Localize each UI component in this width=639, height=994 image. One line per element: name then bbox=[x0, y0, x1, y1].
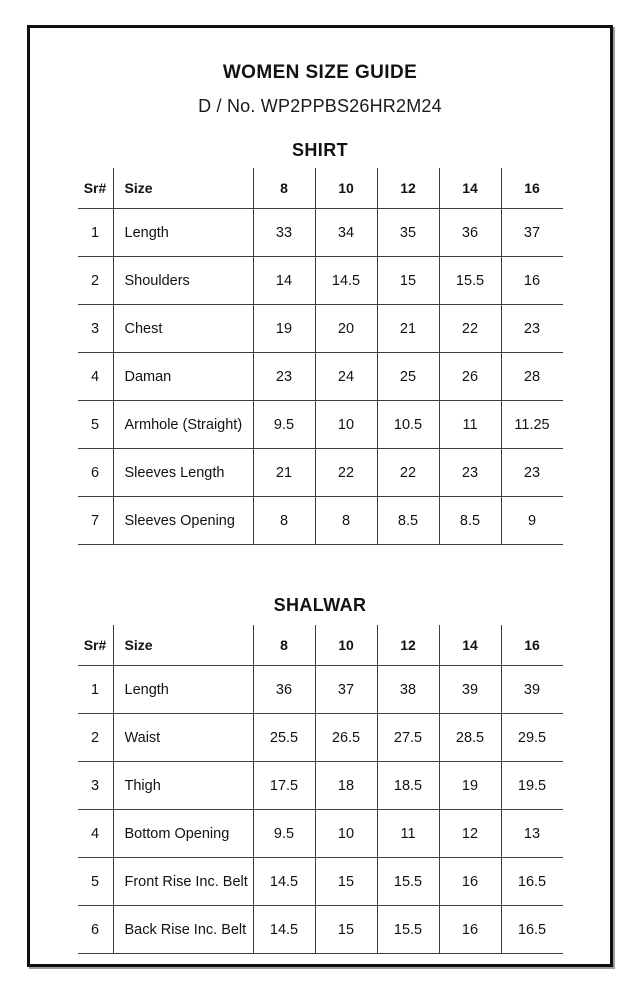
value-cell: 23 bbox=[439, 449, 501, 497]
measurement-label: Daman bbox=[113, 353, 253, 401]
shalwar-section-title: SHALWAR bbox=[273, 595, 367, 615]
col-header-size-12: 12 bbox=[377, 625, 439, 666]
shalwar-row-front-rise bbox=[78, 858, 563, 906]
col-header-sr: Sr# bbox=[78, 168, 113, 209]
measurement-label: Waist bbox=[113, 714, 253, 762]
measurement-label: Sleeves Opening bbox=[113, 497, 253, 545]
sr-cell: 4 bbox=[78, 810, 113, 858]
value-cell: 8 bbox=[315, 497, 377, 545]
measurement-label: Back Rise Inc. Belt bbox=[113, 906, 253, 954]
value-cell: 10 bbox=[315, 401, 377, 449]
shalwar-row-waist bbox=[78, 714, 563, 762]
design-number: D / No. WP2PPBS26HR2M24 bbox=[198, 96, 442, 116]
sr-cell: 3 bbox=[78, 305, 113, 353]
value-cell: 23 bbox=[501, 449, 563, 497]
value-cell: 22 bbox=[315, 449, 377, 497]
col-header-size-8: 8 bbox=[253, 625, 315, 666]
value-cell: 22 bbox=[377, 449, 439, 497]
value-cell: 29.5 bbox=[501, 714, 563, 762]
value-cell: 37 bbox=[315, 666, 377, 714]
measurement-label: Chest bbox=[113, 305, 253, 353]
value-cell: 37 bbox=[501, 209, 563, 257]
value-cell: 28 bbox=[501, 353, 563, 401]
value-cell: 11 bbox=[439, 401, 501, 449]
value-cell: 18.5 bbox=[377, 762, 439, 810]
value-cell: 27.5 bbox=[377, 714, 439, 762]
value-cell: 15 bbox=[315, 858, 377, 906]
value-cell: 21 bbox=[377, 305, 439, 353]
value-cell: 19.5 bbox=[501, 762, 563, 810]
value-cell: 28.5 bbox=[439, 714, 501, 762]
col-header-size-12: 12 bbox=[377, 168, 439, 209]
value-cell: 11.25 bbox=[501, 401, 563, 449]
measurement-label: Length bbox=[113, 666, 253, 714]
measurement-label: Armhole (Straight) bbox=[113, 401, 253, 449]
value-cell: 16 bbox=[439, 906, 501, 954]
value-cell: 16 bbox=[439, 858, 501, 906]
value-cell: 14.5 bbox=[253, 858, 315, 906]
value-cell: 33 bbox=[253, 209, 315, 257]
col-header-size-10: 10 bbox=[315, 168, 377, 209]
value-cell: 8.5 bbox=[377, 497, 439, 545]
shirt-row-chest bbox=[78, 305, 563, 353]
sr-cell: 6 bbox=[78, 906, 113, 954]
shirt-row-sleeves-length bbox=[78, 449, 563, 497]
shalwar-row-length bbox=[78, 666, 563, 714]
sr-cell: 1 bbox=[78, 209, 113, 257]
value-cell: 36 bbox=[439, 209, 501, 257]
col-header-size-8: 8 bbox=[253, 168, 315, 209]
shirt-header-row bbox=[78, 168, 563, 209]
value-cell: 26.5 bbox=[315, 714, 377, 762]
value-cell: 9 bbox=[501, 497, 563, 545]
sr-cell: 4 bbox=[78, 353, 113, 401]
shirt-size-table bbox=[78, 168, 563, 545]
shalwar-row-back-rise bbox=[78, 906, 563, 954]
value-cell: 12 bbox=[439, 810, 501, 858]
col-header-size: Size bbox=[113, 625, 253, 666]
value-cell: 15.5 bbox=[377, 858, 439, 906]
measurement-label: Thigh bbox=[113, 762, 253, 810]
col-header-size: Size bbox=[113, 168, 253, 209]
shirt-row-sleeves-opening bbox=[78, 497, 563, 545]
value-cell: 15 bbox=[315, 906, 377, 954]
value-cell: 15 bbox=[377, 257, 439, 305]
sr-cell: 6 bbox=[78, 449, 113, 497]
shalwar-size-table bbox=[78, 625, 563, 954]
sr-cell: 1 bbox=[78, 666, 113, 714]
measurement-label: Shoulders bbox=[113, 257, 253, 305]
value-cell: 16 bbox=[501, 257, 563, 305]
col-header-size-16: 16 bbox=[501, 625, 563, 666]
sr-cell: 5 bbox=[78, 401, 113, 449]
value-cell: 16.5 bbox=[501, 858, 563, 906]
value-cell: 25.5 bbox=[253, 714, 315, 762]
value-cell: 11 bbox=[377, 810, 439, 858]
sr-cell: 3 bbox=[78, 762, 113, 810]
page-title: WOMEN SIZE GUIDE bbox=[222, 62, 418, 83]
value-cell: 9.5 bbox=[253, 810, 315, 858]
value-cell: 25 bbox=[377, 353, 439, 401]
measurement-label: Sleeves Length bbox=[113, 449, 253, 497]
col-header-size-14: 14 bbox=[439, 625, 501, 666]
sr-cell: 7 bbox=[78, 497, 113, 545]
value-cell: 19 bbox=[253, 305, 315, 353]
value-cell: 23 bbox=[253, 353, 315, 401]
shirt-row-length bbox=[78, 209, 563, 257]
shalwar-row-thigh bbox=[78, 762, 563, 810]
value-cell: 38 bbox=[377, 666, 439, 714]
shirt-row-armhole bbox=[78, 401, 563, 449]
value-cell: 35 bbox=[377, 209, 439, 257]
value-cell: 20 bbox=[315, 305, 377, 353]
value-cell: 23 bbox=[501, 305, 563, 353]
col-header-size-10: 10 bbox=[315, 625, 377, 666]
col-header-size-16: 16 bbox=[501, 168, 563, 209]
col-header-size-14: 14 bbox=[439, 168, 501, 209]
measurement-label: Front Rise Inc. Belt bbox=[113, 858, 253, 906]
value-cell: 10 bbox=[315, 810, 377, 858]
value-cell: 14.5 bbox=[253, 906, 315, 954]
value-cell: 39 bbox=[501, 666, 563, 714]
value-cell: 16.5 bbox=[501, 906, 563, 954]
value-cell: 26 bbox=[439, 353, 501, 401]
measurement-label: Bottom Opening bbox=[113, 810, 253, 858]
value-cell: 14.5 bbox=[315, 257, 377, 305]
value-cell: 22 bbox=[439, 305, 501, 353]
value-cell: 13 bbox=[501, 810, 563, 858]
value-cell: 24 bbox=[315, 353, 377, 401]
value-cell: 17.5 bbox=[253, 762, 315, 810]
value-cell: 10.5 bbox=[377, 401, 439, 449]
value-cell: 39 bbox=[439, 666, 501, 714]
col-header-sr: Sr# bbox=[78, 625, 113, 666]
shalwar-row-bottom-opening bbox=[78, 810, 563, 858]
shirt-section-title: SHIRT bbox=[292, 140, 348, 160]
value-cell: 8.5 bbox=[439, 497, 501, 545]
sr-cell: 5 bbox=[78, 858, 113, 906]
measurement-label: Length bbox=[113, 209, 253, 257]
value-cell: 34 bbox=[315, 209, 377, 257]
value-cell: 9.5 bbox=[253, 401, 315, 449]
size-guide-card bbox=[27, 25, 613, 967]
value-cell: 8 bbox=[253, 497, 315, 545]
sr-cell: 2 bbox=[78, 714, 113, 762]
value-cell: 18 bbox=[315, 762, 377, 810]
value-cell: 19 bbox=[439, 762, 501, 810]
sr-cell: 2 bbox=[78, 257, 113, 305]
value-cell: 15.5 bbox=[439, 257, 501, 305]
shirt-row-shoulders bbox=[78, 257, 563, 305]
shirt-row-daman bbox=[78, 353, 563, 401]
shalwar-header-row bbox=[78, 625, 563, 666]
value-cell: 14 bbox=[253, 257, 315, 305]
value-cell: 15.5 bbox=[377, 906, 439, 954]
value-cell: 21 bbox=[253, 449, 315, 497]
value-cell: 36 bbox=[253, 666, 315, 714]
